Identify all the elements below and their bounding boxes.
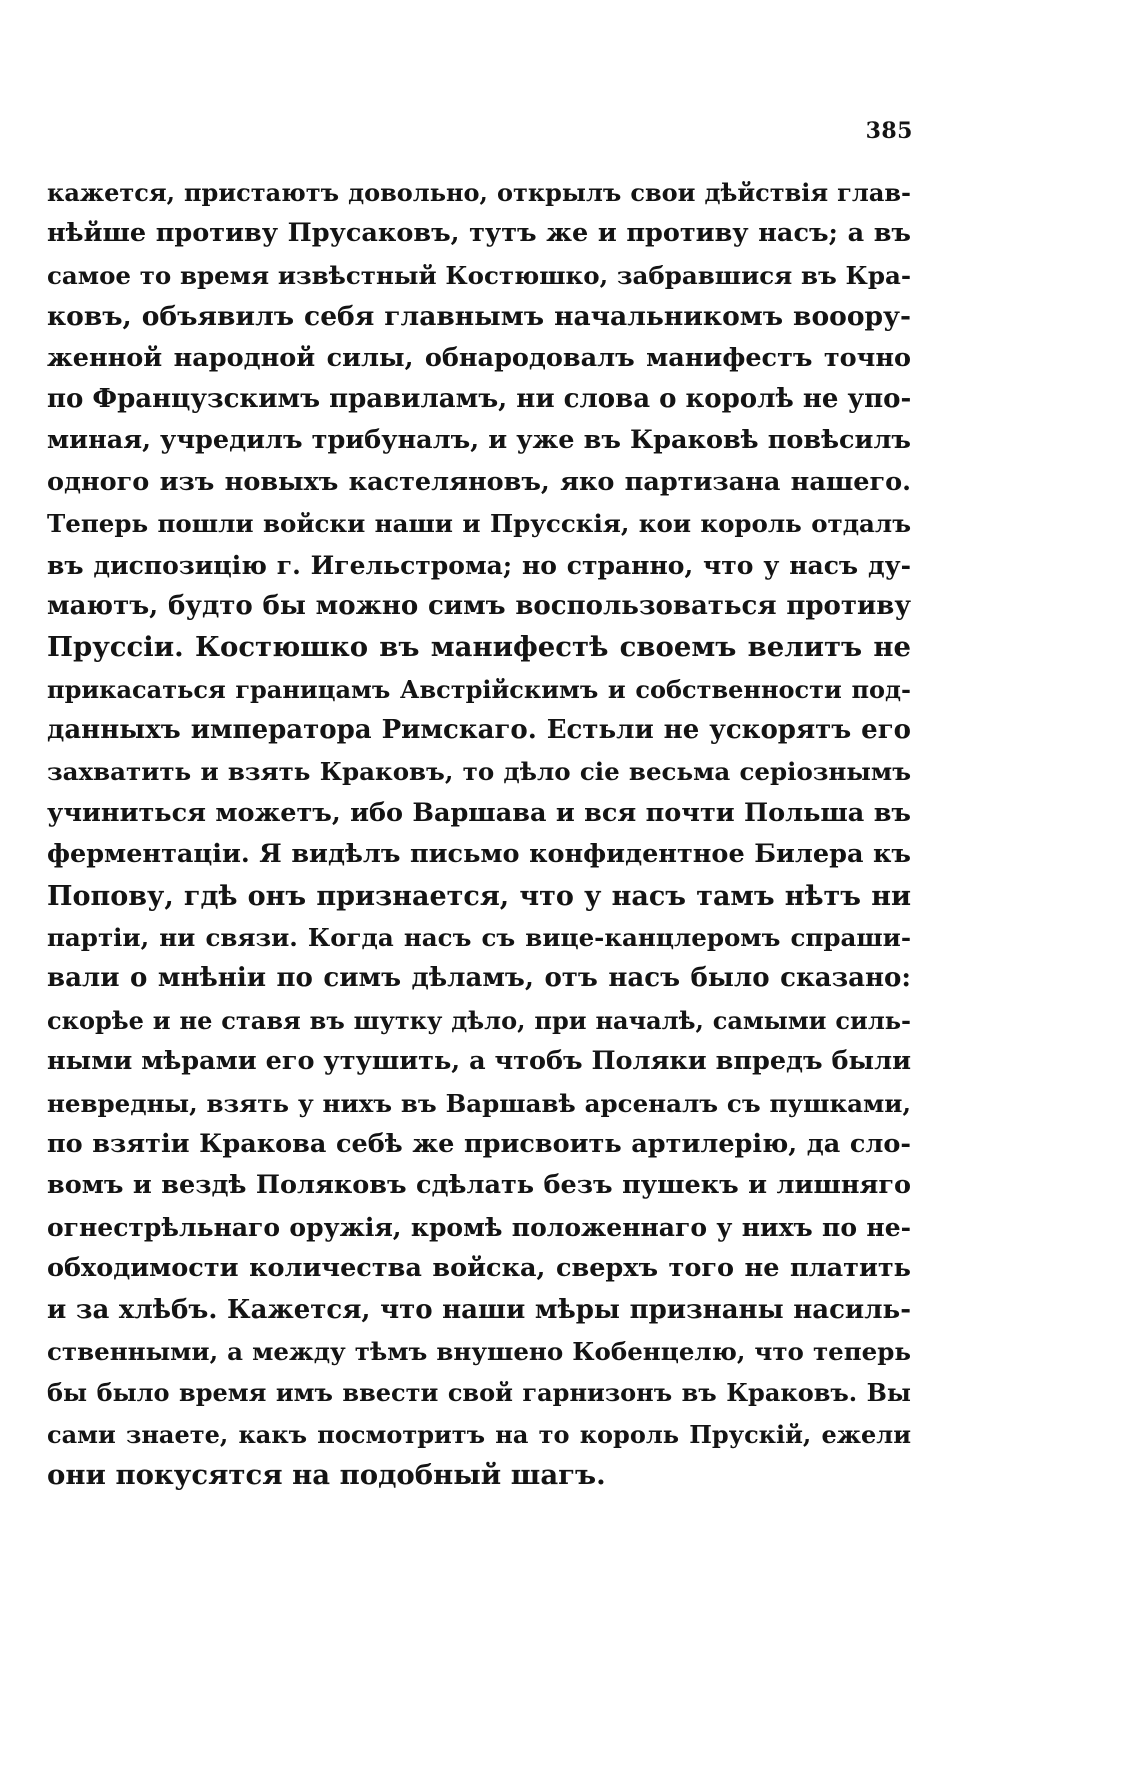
text-line: невредны, взять у нихъ въ Варшавѣ арсеналъ съ пушками,: [47, 1088, 911, 1118]
text-line: бы было время имъ ввести свой гарнизонъ въ Краковъ. Вы: [47, 1378, 911, 1408]
text-line: прикасаться границамъ Австрійскимъ и собственности под-: [47, 674, 911, 704]
text-line: нѣйше противу Прусаковъ, тутъ же и противу насъ; а въ: [47, 218, 911, 249]
text-line: сами знаете, какъ посмотритъ на то король Прускій, ежели: [47, 1419, 911, 1449]
text-line: маютъ, будто бы можно симъ воспользоваться противу: [47, 590, 911, 621]
text-line: Пруссіи. Костюшко въ манифестѣ своемъ велитъ не: [47, 631, 911, 664]
text-line: ковъ, объявилъ себя главнымъ начальникомъ вооору-: [47, 301, 911, 333]
text-line: ферментаціи. Я видѣлъ письмо конфидентное Билера къ: [47, 839, 911, 870]
text-line: женной народной силы, обнародовалъ манифестъ точно: [47, 342, 911, 373]
text-line: учиниться можетъ, ибо Варшава и вся почти Польша въ: [47, 797, 911, 828]
text-line: по взятіи Кракова себѣ же присвоить артилерію, да сло-: [47, 1128, 911, 1159]
text-line: вали о мнѣніи по симъ дѣламъ, отъ насъ было сказано:: [47, 963, 911, 994]
body-text: [47, 172, 911, 1497]
text-line: въ диспозицію г. Игельстрома; но странно, что у насъ ду-: [47, 550, 911, 580]
text-line: огнестрѣльнаго оружія, кромѣ положеннаго у нихъ по не-: [47, 1212, 911, 1242]
text-line: по Французскимъ правиламъ, ни слова о королѣ не упо-: [47, 383, 912, 414]
text-line: вомъ и вездѣ Поляковъ сдѣлать безъ пушекъ и лишняго: [47, 1170, 911, 1201]
text-line: скорѣе и не ставя въ шутку дѣло, при началѣ, самыми силь-: [47, 1005, 911, 1035]
text-line: одного изъ новыхъ кастеляновъ, яко партизана нашего.: [47, 466, 911, 497]
text-line: партіи, ни связи. Когда насъ съ вице-канцлеромъ спраши-: [47, 923, 911, 953]
text-line: самое то время извѣстный Костюшко, забравшися въ Кра-: [47, 260, 911, 290]
text-line: ными мѣрами его утушить, а чтобъ Поляки впредъ были: [47, 1046, 911, 1077]
page-number: 385: [865, 118, 913, 144]
text-line: данныхъ императора Римскаго. Естьли не ускорятъ его: [47, 715, 911, 746]
text-line: обходимости количества войска, сверхъ того не платить: [47, 1253, 911, 1284]
text-line: они покусятся на подобный шагъ.: [47, 1459, 606, 1492]
text-line: Теперь пошли войски наши и Прусскія, кои король отдалъ: [47, 509, 911, 539]
text-line: Попову, гдѣ онъ признается, что у насъ тамъ нѣтъ ни: [47, 880, 911, 912]
text-line: миная, учредилъ трибуналъ, и уже въ Краковѣ повѣсилъ: [47, 425, 911, 456]
text-line: ственными, а между тѣмъ внушено Кобенцелю, что теперь: [47, 1336, 911, 1366]
text-line: кажется, пристаютъ довольно, открылъ свои дѣйствія глав-: [47, 178, 911, 207]
text-line: захватить и взять Краковъ, то дѣло сіе весьма серіознымъ: [47, 757, 911, 787]
text-line: и за хлѣбъ. Кажется, что наши мѣры признаны насиль-: [47, 1294, 911, 1325]
